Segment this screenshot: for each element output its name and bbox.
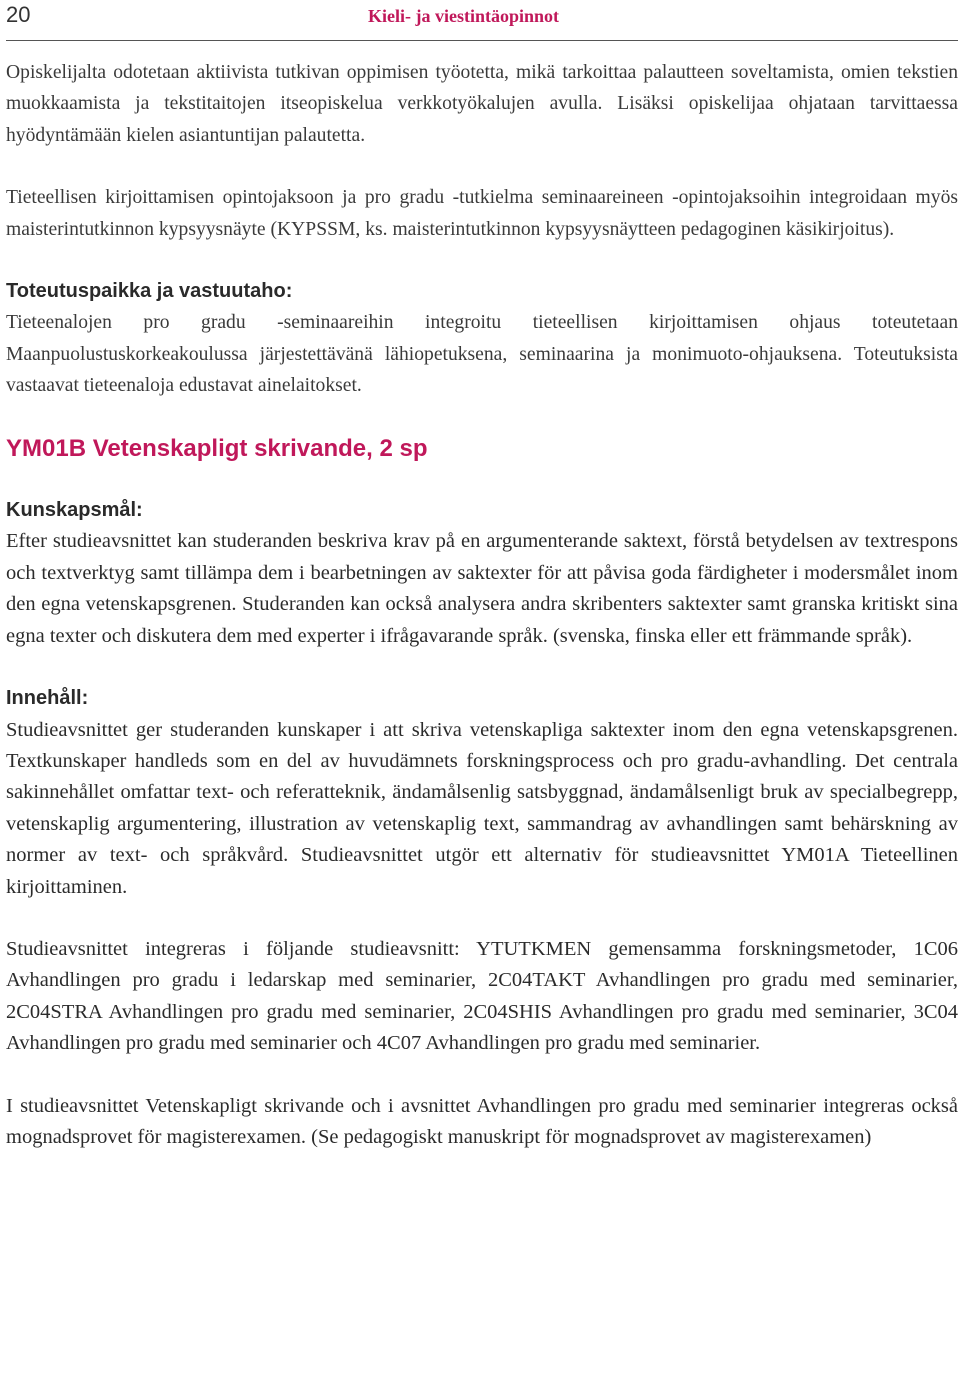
page-number: 20 bbox=[6, 2, 31, 27]
content-heading: Innehåll: bbox=[6, 687, 89, 710]
maturity-paragraph: I studieavsnittet Vetenskapligt skrivande och i avsnittet Avhandlingen pro gradu med seminarier integreras också mognadsprovet för magisterexamen. (Se pedagogiskt manuskript för mognadsprovet av magisterexamen) bbox=[6, 1094, 958, 1148]
page-header bbox=[6, 0, 958, 41]
intro-paragraph-1: Opiskelijalta odotetaan aktiivista tutkivan oppimisen työotetta, mikä tarkoittaa palautteen soveltamista, omien tekstien muokkaamista ja tekstitaitojen itseopiskelua verkkotyökalujen avulla. Lisäksi opiskelijaa ohjataan tarvittaessa hyödyntämään kielen asiantuntijan palautetta. bbox=[6, 62, 958, 146]
goals-heading: Kunskapsmål: bbox=[6, 499, 143, 522]
goals-paragraph: Efter studieavsnittet kan studeranden beskriva krav på en argumenterande saktext, förstå betydelsen av textrespons och textverktyg samt tillämpa dem i bearbetningen av saktexter för att påvisa goda färdigheter i modersmålet inom den egna vetenskapsgrenen. Studeranden kan också analysera andra skribenters saktexter samt granska kritiskt sina egna texter och diskutera dem med experter i ifrågavarande språk. (svenska, finska eller ett främmande språk). bbox=[6, 530, 958, 647]
page-content bbox=[6, 41, 958, 1153]
intro-paragraph-2: Tieteellisen kirjoittamisen opintojaksoon ja pro gradu -tutkielma seminaareineen -opintojaksoihin integroidaan myös maisterintutkinnon kypsyysnäyte (KYPSSM, ks. maisterintutkinnon kypsyysnäytteen pedagoginen käsikirjoitus). bbox=[6, 187, 958, 240]
location-paragraph: Tieteenalojen pro gradu -seminaareihin integroitu tieteellisen kirjoittamisen ohjaus toteutetaan Maanpuolustuskorkeakoulussa järjestettävänä lähiopetuksena, seminaarina ja monimuoto-ohjauksena. Toteutuksista vastaavat tieteenaloja edustavat ainelaitokset. bbox=[6, 312, 958, 397]
integration-paragraph: Studieavsnittet integreras i följande studieavsnitt: YTUTKMEN gemensamma forskningsmetoder, 1C06 Avhandlingen pro gradu i ledarskap med seminarier, 2C04TAKT Avhandlingen pro gradu med seminarier, 2C04STRA Avhandlingen pro gradu med seminarier, 2C04SHIS Avhandlingen pro gradu med seminarier, 3C04 Avhandlingen pro gradu med seminarier och 4C07 Avhandlingen pro gradu med seminarier. bbox=[6, 937, 958, 1055]
course-title: YM01B Vetenskapligt skrivande, 2 sp bbox=[6, 434, 428, 462]
document-page bbox=[6, 0, 958, 1153]
content-paragraph: Studieavsnittet ger studeranden kunskaper i att skriva vetenskapliga saktexter inom den egna vetenskapsgrenen. Textkunskaper handleds som en del av huvudämnets forskningsprocess och pro gradu-avhandling. Det centrala sakinnehållet omfattar text- och referatteknik, ändamålsenlig satsbyggnad, ändamålsenligt bruk av specialbegrepp, vetenskaplig argumentering, illustration av vetenskaplig text, sammandrag av avhandlingen samt behärskning av normer av text- och språkvård. Studieavsnittet utgör ett alternativ för studieavsnittet YM01A Tieteellinen kirjoittaminen. bbox=[6, 718, 958, 898]
location-heading: Toteutuspaikka ja vastuutaho: bbox=[6, 280, 293, 303]
running-title: Kieli- ja viestintäopinnot bbox=[368, 6, 560, 26]
